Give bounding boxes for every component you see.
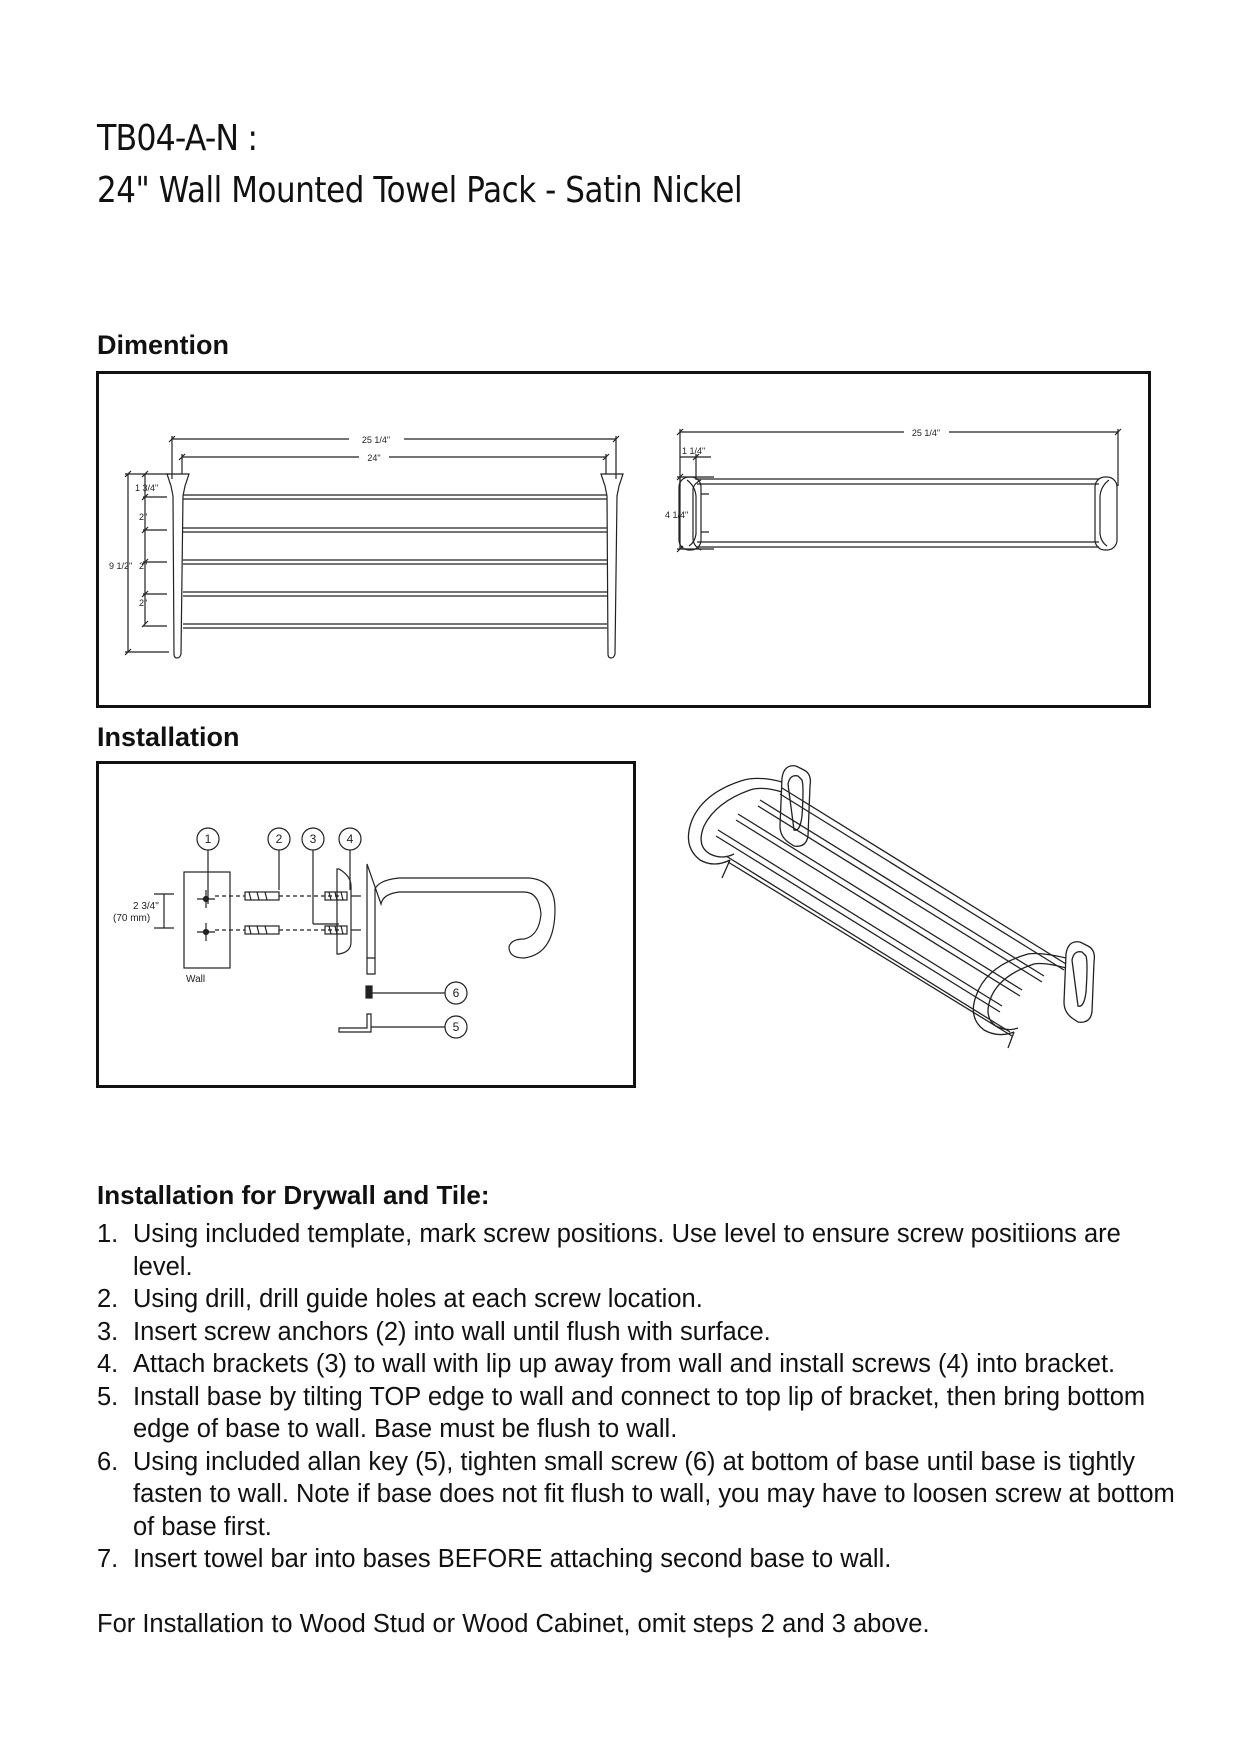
installation-heading: Installation: [97, 722, 240, 752]
callout-5: [371, 1016, 467, 1038]
front-spacing-3-label: 2": [139, 598, 148, 608]
instruction-step: 2. Using drill, drill guide holes at each screw location.: [97, 1285, 703, 1313]
wall-bracket: [337, 869, 351, 954]
callout-6: [371, 982, 467, 1004]
front-overall-width-label: 25 1/4": [361, 435, 391, 445]
instruction-steps-list: [97, 1218, 1177, 1576]
instruction-step: 6. Using included allan key (5), tighten small screw (6) at bottom of base until base is tightly fasten to wall. Note if base does not fit flush to wall, you may have to loosen screw at bottom of base first.: [97, 1447, 1175, 1541]
svg-text:2: 2: [275, 832, 283, 846]
dimension-drawing: [99, 374, 1148, 705]
installation-exploded-drawing: [99, 764, 633, 1085]
top-depth-label: 4 1/4": [665, 510, 689, 520]
instructions-heading: Installation for Drywall and Tile:: [97, 1180, 490, 1210]
front-spacing-1-label: 2": [139, 512, 148, 522]
mount-spacing-metric-label: (70 mm): [113, 913, 151, 924]
mount-spacing-label: 2 3/4": [133, 901, 159, 912]
front-view-drawing: [109, 435, 623, 658]
instruction-step: 1. Using included template, mark screw positions. Use level to ensure screw positiions are level.: [97, 1220, 1121, 1281]
footer-note: For Installation to Wood Stud or Wood Cabinet, omit steps 2 and 3 above.: [97, 1610, 930, 1638]
product-code-title: TB04-A-N :: [97, 118, 258, 159]
instruction-step: 3. Insert screw anchors (2) into wall until flush with surface.: [97, 1317, 771, 1346]
svg-text:3: 3: [309, 832, 317, 846]
top-end-offset-label: 1 1/4": [682, 446, 706, 456]
wall-plate: [184, 872, 230, 968]
front-overall-height-label: 9 1/2": [109, 561, 133, 571]
allan-key: [339, 1014, 371, 1032]
dimension-drawing-frame: [96, 371, 1151, 708]
dimension-heading: Dimention: [97, 330, 229, 360]
callout-3: [302, 828, 339, 924]
svg-text:5: 5: [452, 1020, 460, 1034]
instruction-step: 7. Insert towel bar into bases BEFORE attaching second base to wall.: [97, 1545, 892, 1573]
svg-text:1: 1: [204, 832, 212, 846]
product-description-title: 24" Wall Mounted Towel Pack - Satin Nickel: [97, 170, 743, 211]
front-top-offset-label: 1 3/4": [135, 483, 159, 493]
callout-1: [197, 828, 219, 904]
isometric-product-drawing: [664, 756, 1158, 1088]
wall-label: Wall: [186, 974, 206, 985]
svg-text:4: 4: [346, 832, 354, 846]
svg-text:6: 6: [452, 986, 460, 1000]
instruction-step: 5. Install base by tilting TOP edge to wall and connect to top lip of bracket, then bring bottom edge of base to wall. Base must be flush to wall.: [97, 1382, 1146, 1443]
callout-2: [268, 828, 290, 890]
installation-exploded-frame: [96, 761, 636, 1088]
top-view-drawing: [665, 428, 1121, 552]
instruction-step: 4. Attach brackets (3) to wall with lip up away from wall and install screws (4) into bracket.: [97, 1350, 1116, 1378]
front-bar-width-label: 24": [367, 453, 381, 463]
towel-bar-base: [367, 864, 555, 958]
front-spacing-2-label: 2": [139, 561, 148, 571]
top-overall-width-label: 25 1/4": [911, 428, 941, 438]
